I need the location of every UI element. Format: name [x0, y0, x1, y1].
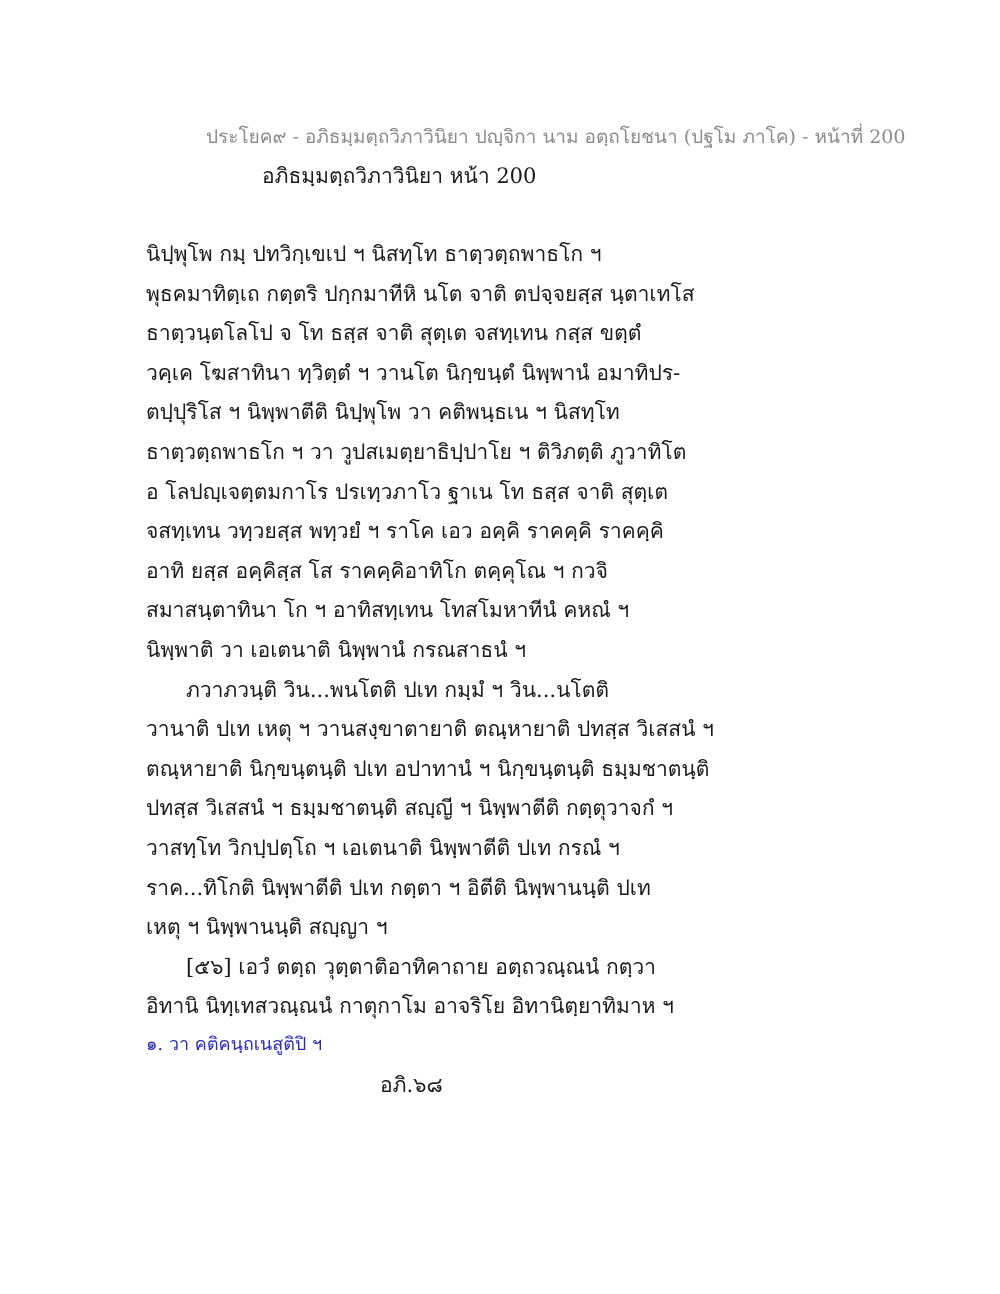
text-line-paragraph-start: [๕๖] เอวํ ตตฺถ วุตฺตาติอาทิคาถาย อตฺถวณฺณนํ กตฺวา	[186, 954, 656, 979]
text-line: ตปฺปุริโส ฯ นิพฺพาตีติ นิปฺพุโพ วา คติพนฺธเน ฯ นิสทฺโท	[146, 400, 620, 425]
text-line: จสทฺเทน วทฺวยสฺส พทฺวยํ ฯ ราโค เอว อคฺคิ ราคคฺคิ ราคคฺคิ	[146, 519, 664, 544]
text-line: ตณฺหายาติ นิกฺขนฺตนฺติ ปเท อปาทานํ ฯ นิกฺขนฺตนฺติ ธมฺมชาตนฺติ	[146, 756, 710, 781]
page-title: อภิธมฺมตฺถวิภาวินิยา หน้า 200	[262, 164, 537, 188]
text-line: นิปฺพุโพ กมฺ ปทวิกฺเขเป ฯ นิสทฺโท ธาตฺวตฺถพาธโก ฯ	[146, 242, 602, 266]
text-line: พุธคมาทิตฺเถ กตฺตริ ปกฺกมาทีหิ นโต จาติ ตปจฺจยสฺส นฺตาเทโส	[146, 281, 695, 306]
text-line-paragraph-start: ภวาภวนฺติ วิน...พนโตติ ปเท กมฺมํ ฯ วิน...นโตติ	[186, 677, 609, 702]
text-line: วาสทฺโท วิกปฺปตฺโถ ฯ เอเตนาติ นิพฺพาตีติ ปเท กรณํ ฯ	[146, 835, 620, 860]
text-line: วานาติ ปเท เหตุ ฯ วานสงฺขาตายาติ ตณฺหายาติ ปทสฺส วิเสสนํ ฯ	[146, 717, 714, 742]
text-line: นิพฺพาติ วา เอเตนาติ นิพฺพานํ กรณสาธนํ ฯ	[146, 637, 527, 662]
page-reference: อภิ.๖๘	[380, 1073, 443, 1097]
text-line: ธาตฺวนฺตโลโป จ โท ธสฺส จาติ สุตฺเต จสทฺเทน กสฺส ขตฺตํ	[146, 321, 642, 346]
text-line: อิทานิ นิทฺเทสวณฺณนํ กาตุกาโม อาจริโย อิทานิตฺยาทิมาห ฯ	[146, 994, 674, 1019]
text-line: อาทิ ยสฺส อคฺคิสฺส โส ราคคฺคิอาทิโก ตคฺคุโณ ฯ กวจิ	[146, 558, 608, 583]
footnote: ๑. วา คติคนฺถเนสูติปิ ฯ	[146, 1034, 323, 1055]
body-text	[146, 235, 714, 1027]
text-line: สมาสนฺตาทินา โก ฯ อาทิสทฺเทน โทสโมหาทีนํ คหณํ ฯ	[146, 598, 630, 623]
text-line: วคฺเค โฆสาทินา ทฺวิตฺตํ ฯ วานโต นิกฺขนฺตํ นิพฺพานํ อมาทิปร-	[146, 360, 681, 385]
running-header: ประโยค๙ - อภิธมฺมตฺถวิภาวินิยา ปญฺจิกา นาม อตฺถโยชนา (ปฐโม ภาโค) - หน้าที่ 200	[206, 126, 906, 148]
text-line: เหตุ ฯ นิพฺพานนฺติ สญฺญา ฯ	[146, 915, 388, 940]
text-line: ราค...ทิโกติ นิพฺพาตีติ ปเท กตฺตา ฯ อิตีติ นิพฺพานนฺติ ปเท	[146, 875, 651, 900]
text-line: ธาตฺวตฺถพาธโก ฯ วา วูปสเมตฺยาธิปฺปาโย ฯ ติวิภตฺติ ภูวาทิโต	[146, 439, 687, 464]
text-line: ปทสฺส วิเสสนํ ฯ ธมฺมชาตนฺติ สญฺญี ฯ นิพฺพาตีติ กตฺตุวาจกํ ฯ	[146, 796, 674, 821]
text-line: อ โลปญฺเจตฺตมกาโร ปรเทฺวภาโว ฐาเน โท ธสฺส จาติ สุตฺเต	[146, 479, 668, 504]
